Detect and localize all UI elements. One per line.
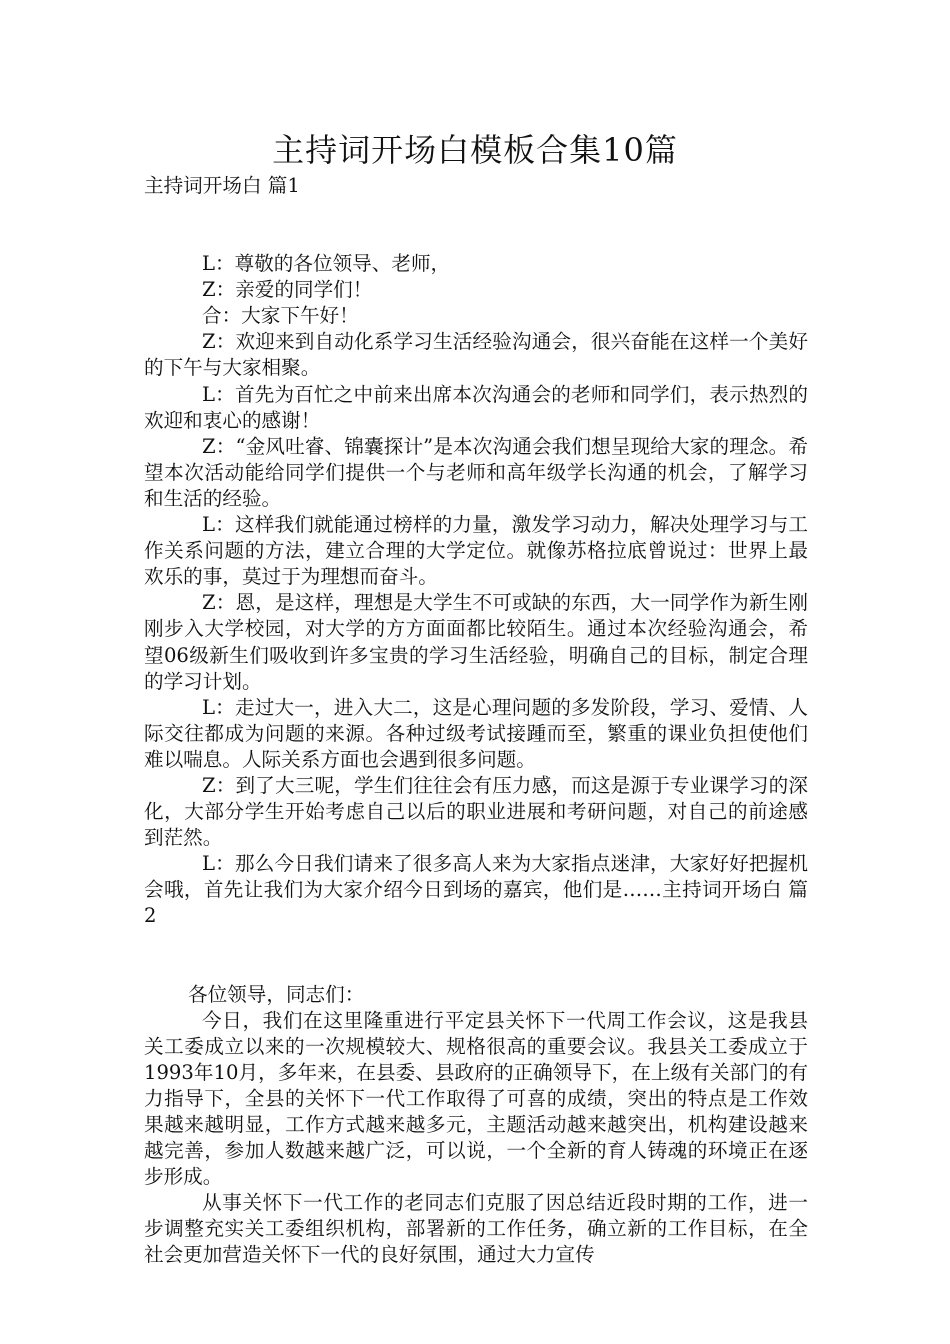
greeting-line: L：尊敬的各位领导、老师，: [202, 252, 451, 276]
section-heading-2: 主持词开场白 篇2: [144, 878, 809, 928]
greeting-line: 合：大家下午好！: [202, 304, 359, 328]
dialogue-paragraph: L：走过大一，进入大二，这是心理问题的多发阶段，学习、爱情、人际交往都成为问题的来源。各种过级考试接踵而至，繁重的课业负担使他们难以喘息。人际关系方面也会遇到很多问题。: [144, 695, 808, 771]
speech-paragraph: 从事关怀下一代工作的老同志们克服了因总结近段时期的工作，进一步调整充实关工委组织机构，部署新的工作任务，确立新的工作目标，在全社会更加营造关怀下一代的良好氛围，通过大力宣传: [144, 1191, 808, 1267]
section-heading-1: 主持词开场白 篇1: [144, 174, 300, 197]
dialogue-paragraph: Z：“金风吐睿、锦囊探计”是本次沟通会我们想呈现给大家的理念。希望本次活动能给同学们提供一个与老师和高年级学长沟通的机会，了解学习和生活的经验。: [144, 434, 808, 510]
dialogue-paragraph: L：首先为百忙之中前来出席本次沟通会的老师和同学们，表示热烈的欢迎和衷心的感谢！: [144, 382, 808, 432]
greeting-line: Z：亲爱的同学们！: [202, 278, 373, 302]
dialogue-paragraph: Z：欢迎来到自动化系学习生活经验沟通会，很兴奋能在这样一个美好的下午与大家相聚。: [144, 330, 808, 380]
blank-space: [144, 930, 808, 982]
blank-space: [144, 199, 808, 251]
dialogue-paragraph: Z：恩，是这样，理想是大学生不可或缺的东西，大一同学作为新生刚刚步入大学校园，对大学的方方面面都比较陌生。通过本次经验沟通会，希望06级新生们吸收到许多宝贵的学习生活经验，明确自己的目标，制定合理的学习计划。: [144, 591, 808, 693]
speech-paragraph: 今日，我们在这里隆重进行平定县关怀下一代周工作会议，这是我县关工委成立以来的一次规模较大、规格很高的重要会议。我县关工委成立于1993年10月，多年来，在县委、县政府的正确领导下，在上级有关部门的有力指导下，全县的关怀下一代工作取得了可喜的成绩，突出的特点是工作效果越来越明显，工作方式越来越多元，主题活动越来越突出，机构建设越来越完善，参加人数越来越广泛，可以说，一个全新的育人铸魂的环境正在逐步形成。: [144, 1008, 808, 1189]
dialogue-paragraph-last: [144, 851, 808, 929]
document-body: [144, 173, 808, 1269]
salutation: 各位领导，同志们：: [188, 982, 365, 1006]
dialogue-paragraph: Z：到了大三呢，学生们往往会有压力感，而这是源于专业课学习的深化，大部分学生开始考虑自己以后的职业进展和考研问题，对自己的前途感到茫然。: [144, 773, 808, 850]
dialogue-paragraph: L：这样我们就能通过榜样的力量，激发学习动力，解决处理学习与工作关系问题的方法，建立合理的大学定位。就像苏格拉底曾说过：世界上最欢乐的事，莫过于为理想而奋斗。: [144, 513, 808, 589]
dialogue-paragraph-text: L：那么今日我们请来了很多高人来为大家指点迷津，大家好好把握机会哦，首先让我们为大家介绍今日到场的嘉宾，他们是……: [144, 852, 808, 902]
document-title: 主持词开场白模板合集10篇: [272, 131, 678, 169]
